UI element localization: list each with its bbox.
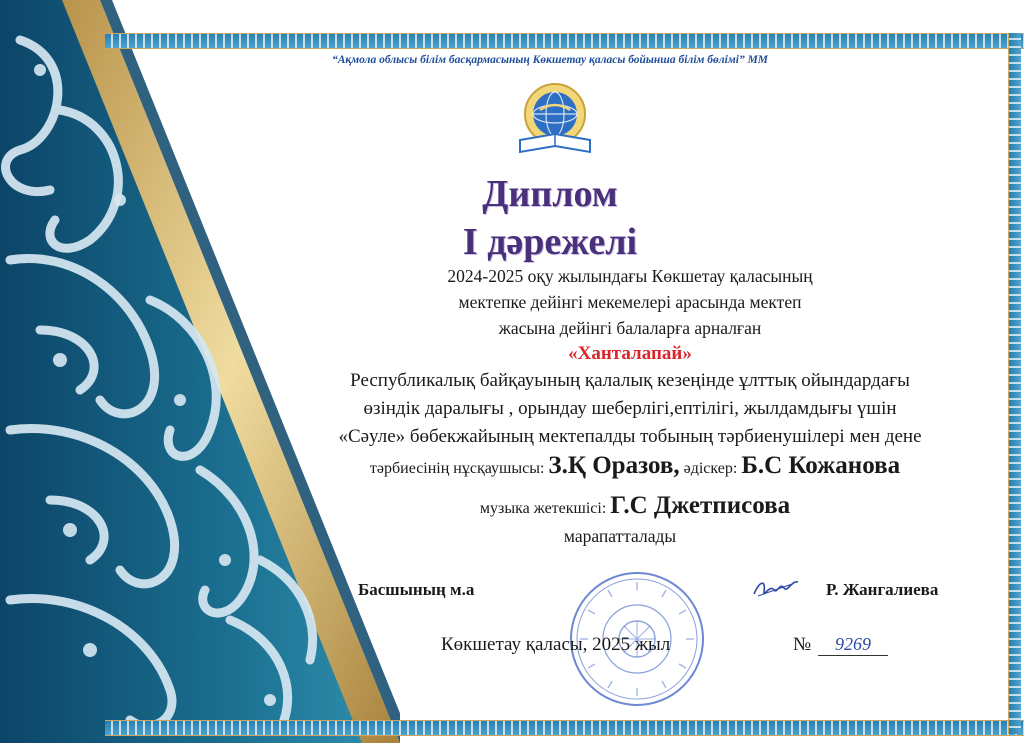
- body-line-1: 2024-2025 оқу жылындағы Көкшетау қаласының: [447, 266, 813, 286]
- instructor-role: тәрбиесінің нұсқаушысы:: [369, 460, 545, 477]
- border-right: [1008, 33, 1021, 734]
- handwritten-signature: [752, 576, 800, 602]
- diploma-number: 9269: [818, 634, 888, 656]
- diploma-title: Диплом: [482, 173, 618, 215]
- degree-title: І дәрежелі: [462, 221, 638, 263]
- music-teacher-line: [290, 492, 980, 520]
- music-teacher-role: музыка жетекшісі:: [479, 500, 607, 517]
- border-bottom: [105, 720, 1024, 736]
- body-line-7: «Сәуле» бөбекжайының мектепалды тобының тәрбиенушілері мен дене: [338, 426, 922, 447]
- border-top: [105, 33, 1024, 49]
- body-line-2: мектепке дейінгі мекемелері арасында мектеп: [458, 292, 802, 312]
- signer-name: Р. Жангалиева: [826, 580, 939, 599]
- body-line-6: өзіндік даралығы , орындау шеберлігі,ептілігі, жылдамдығы үшін: [363, 398, 897, 419]
- number-label: №: [793, 634, 812, 655]
- body-line-5: Республикалық байқауының қалалық кезеңінде ұлттық ойындардағы: [350, 370, 910, 391]
- methodist-role: әдіскер:: [683, 460, 738, 477]
- body-line-3: жасына дейінгі балаларға арналған: [498, 318, 762, 338]
- competition-name: «Ханталапай»: [568, 343, 692, 364]
- awarded-text: марапатталады: [563, 526, 677, 546]
- city-year: Көкшетау қаласы, 2025 жыл: [441, 634, 671, 655]
- recipients-line: [290, 452, 980, 480]
- recipient-orazov: З.Қ Оразов,: [548, 452, 680, 479]
- issuer-header: “Ақмола облысы білім басқармасының Көкшетау қаласы бойынша білім бөлімі” ММ: [331, 54, 769, 66]
- recipient-dzhetpisova: Г.С Джетписова: [610, 492, 791, 519]
- education-emblem-logo: [500, 80, 610, 160]
- recipient-kozhanova: Б.С Кожанова: [741, 452, 901, 479]
- signer-role: Басшының м.а: [358, 580, 475, 599]
